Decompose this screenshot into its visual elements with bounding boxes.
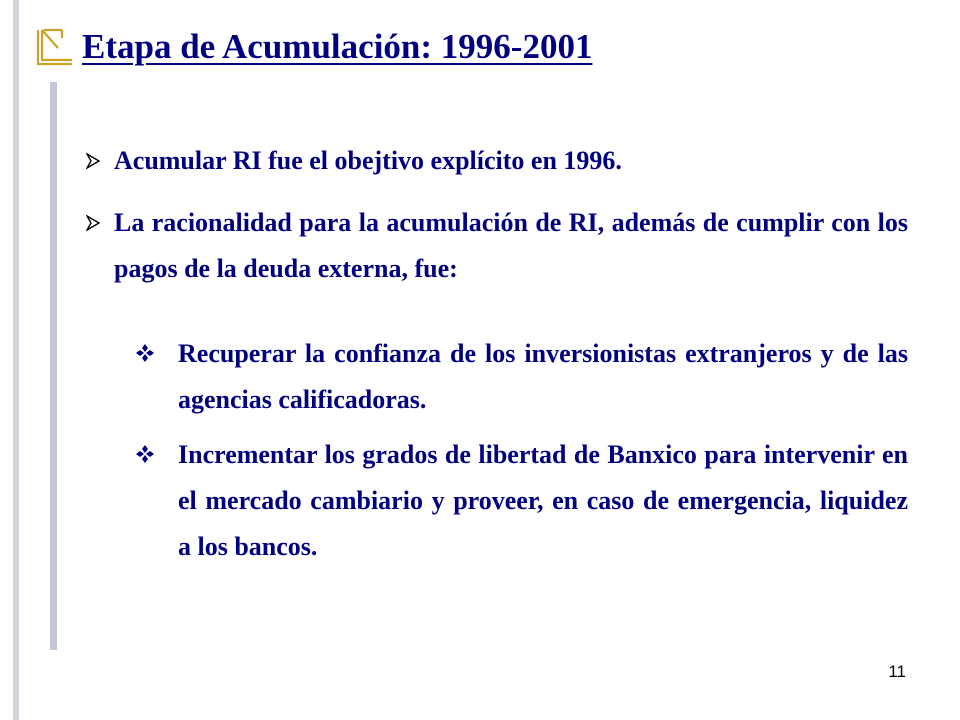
- sub-bullet-text: Recuperar la confianza de los inversionistas extranjeros y de las agencias calificadoras.: [178, 339, 908, 414]
- sub-bullet-text: Incrementar los grados de libertad de Banxico para intervenir en el mercado cambiario y proveer, en caso de emergencia, liquidez a los bancos.: [178, 440, 908, 561]
- content-accent-bar: [50, 82, 57, 650]
- page-number: 11: [888, 662, 906, 681]
- bullet-item-2: [86, 200, 908, 292]
- bullet-text: Acumular RI fue el obejtivo explícito en 1996.: [114, 146, 622, 175]
- left-edge-bar: [13, 0, 19, 720]
- title-block: [32, 22, 592, 72]
- arrowhead-icon: [86, 153, 100, 169]
- bullet-item-1: [86, 138, 908, 184]
- bullet-text: La racionalidad para la acumulación de RI, además de cumplir con los pagos de la deuda externa, fue:: [114, 208, 908, 283]
- four-diamond-icon: [136, 344, 154, 362]
- four-diamond-icon: [136, 445, 154, 463]
- slide-title: Etapa de Acumulación: 1996-2001: [82, 27, 593, 66]
- arrowhead-icon: [86, 215, 100, 231]
- drafting-square-icon: [32, 24, 78, 70]
- sub-bullet-item-1: [136, 331, 908, 423]
- sub-bullet-item-2: [136, 432, 908, 570]
